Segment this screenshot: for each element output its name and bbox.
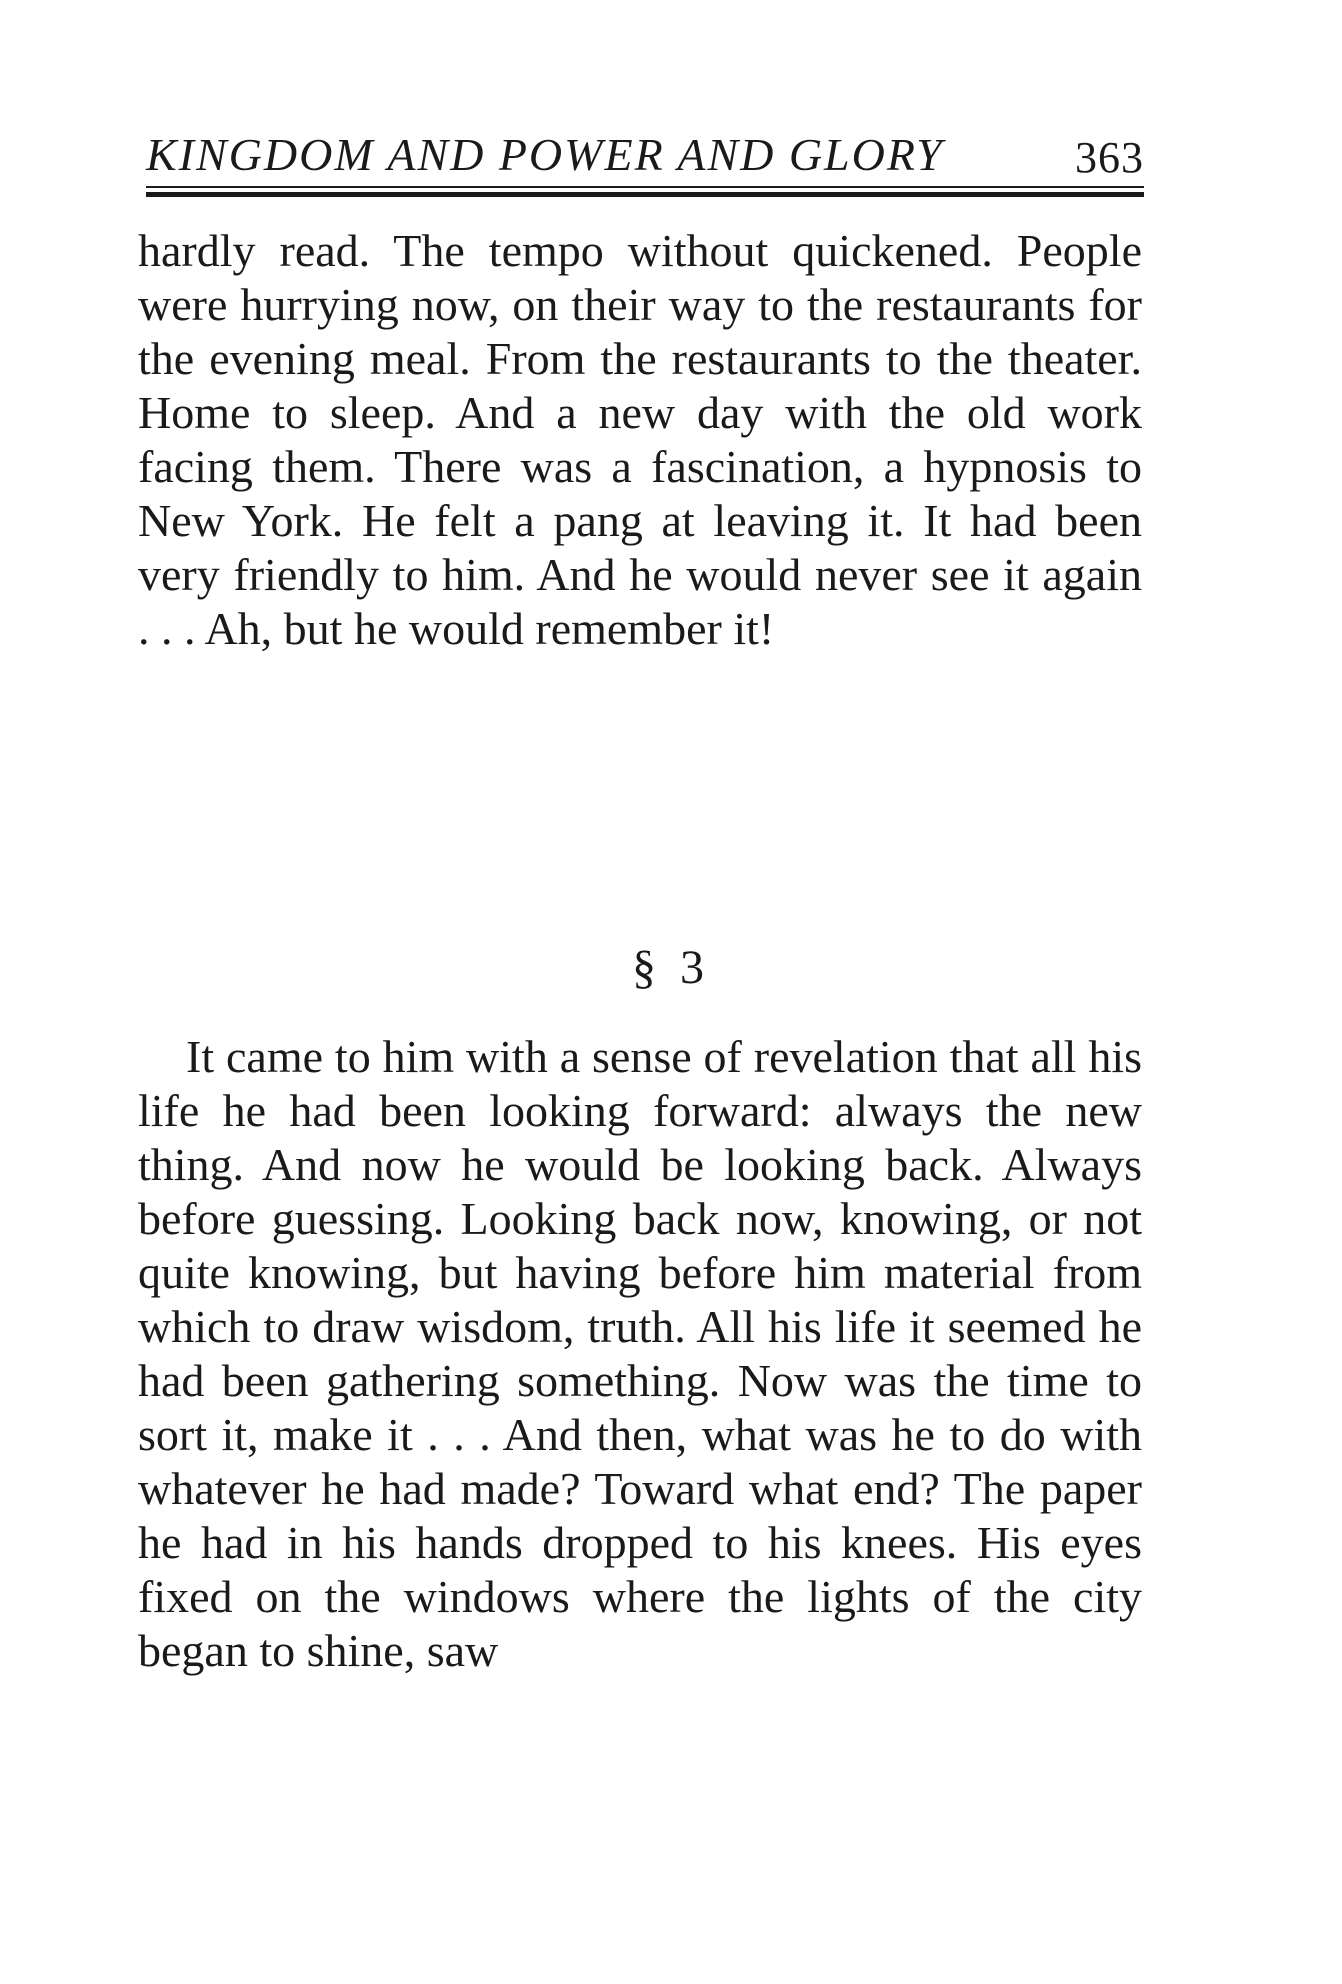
page-number: 363 [1075,133,1144,182]
header-rule-thin [146,186,1144,188]
paragraph-section-3: It came to him with a sense of revelation that all his life he had been looking forward: always the new thing. And now he would be looking back. Always before guessing. Looking back now, knowing, or not quite knowing, but having before him material from which to draw wisdom, truth. All his life it seemed he had been gathering something. Now was the time to sort it, make it . . . And then, what was he to do with whatever he had made? Toward what end? The paper he had in his hands dropped to his knees. His eyes fixed on the windows where the lights of the city began to shine, saw [138,1031,1142,1676]
running-title: KINGDOM AND POWER AND GLORY [146,129,944,180]
header-rule-thick [146,192,1144,197]
section-heading: § 3 [632,941,710,994]
paragraph-continued: hardly read. The tempo without quickened. People were hurrying now, on their way to the restaurants for the evening meal. From the restaurants to the theater. Home to sleep. And a new day with the old work facing them. There was a fascination, a hypnosis to New York. He felt a pang at leaving it. It had been very friendly to him. And he would never see it again . . . Ah, but he would remember it! [138,225,1142,654]
running-head [146,124,1144,184]
